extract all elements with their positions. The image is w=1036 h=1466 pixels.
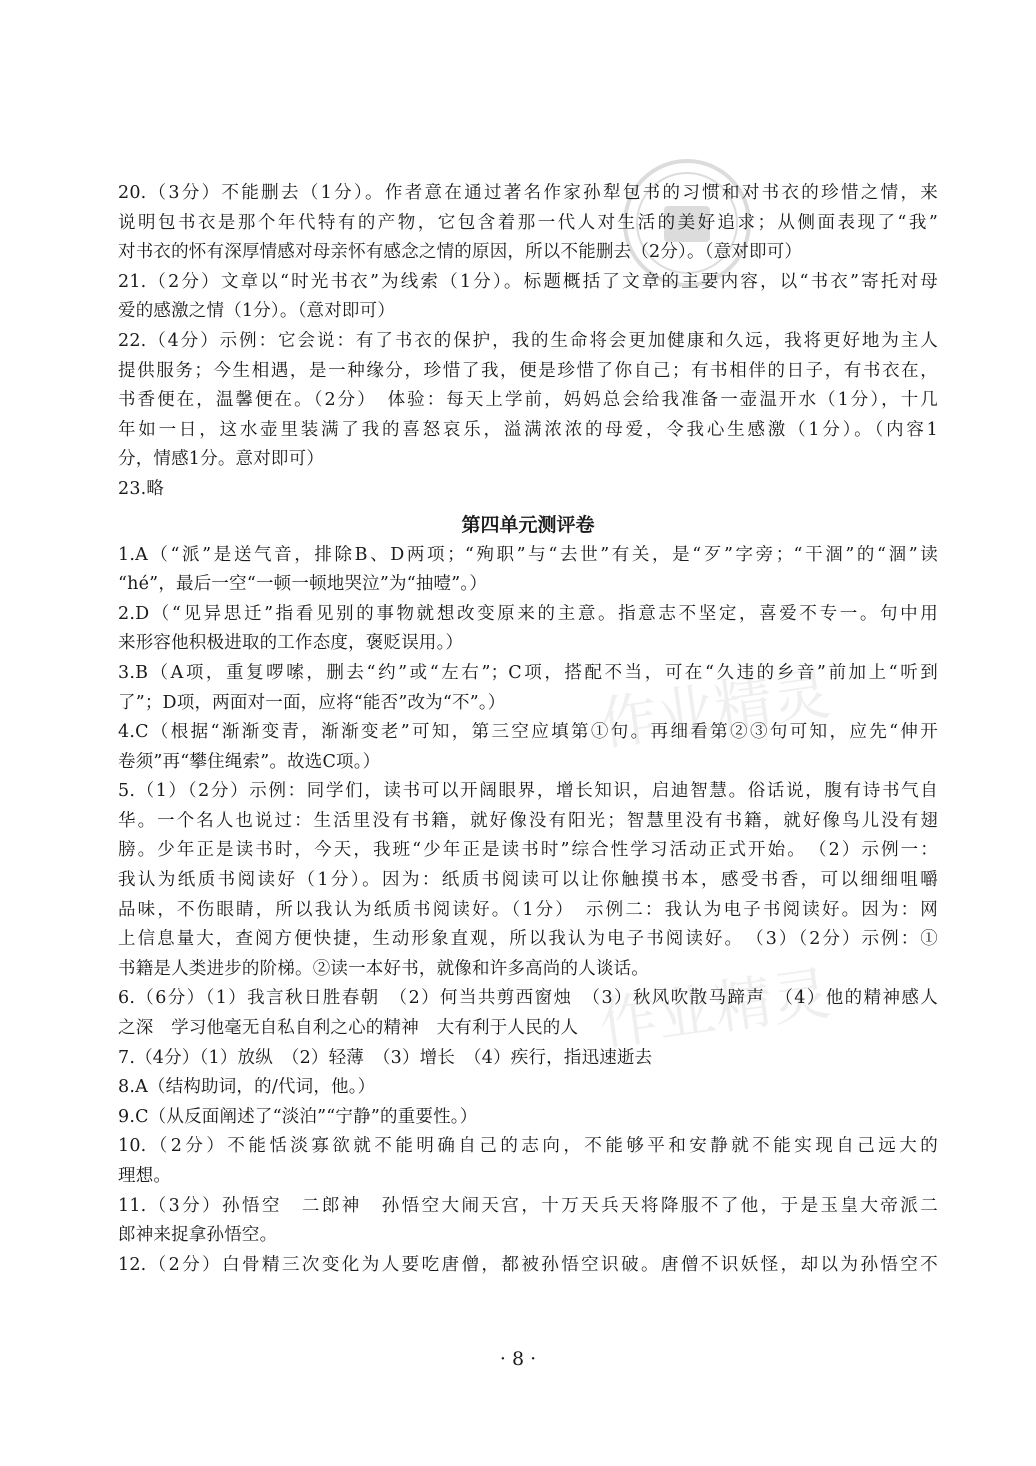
answer-line: 11.（3分）孙悟空 二郎神 孙悟空大闹天宫，十万天兵天将降服不了他，于是玉皇大帝派二 bbox=[118, 1195, 938, 1216]
answer-line: 理想。 bbox=[118, 1166, 172, 1186]
answer-line: 22.（4分）示例：它会说：有了书衣的保护，我的生命将会更加健康和久远，我将更好地为主人 bbox=[118, 330, 938, 351]
answer-line: 12.（2分）白骨精三次变化为人要吃唐僧，都被孙悟空识破。唐僧不识妖怪，却以为孙悟空不 bbox=[118, 1254, 938, 1275]
answer-line: 20.（3分）不能删去（1分）。作者意在通过著名作家孙犁包书的习惯和对书衣的珍惜之情，来 bbox=[118, 183, 938, 203]
answer-line: 6.（6分）（1）我言秋日胜春朝 （2）何当共剪西窗烛 （3）秋风吹散马蹄声 （4）他的精神感人 bbox=[118, 988, 938, 1009]
answer-line: “hé”，最后一空“一顿一顿地哭泣”为“抽噎”。） bbox=[118, 574, 488, 595]
answer-line: 21.（2分）文章以“时光书衣”为线索（1分）。标题概括了文章的主要内容，以“书衣”寄托对母 bbox=[118, 271, 938, 292]
answer-line: 我认为纸质书阅读好（1分）。因为：纸质书阅读可以让你触摸书本，感受书香，可以细细咀嚼 bbox=[118, 870, 938, 891]
answer-line: 9.C（从反面阐述了“淡泊”“宁静”的重要性。） bbox=[118, 1106, 478, 1127]
answer-page bbox=[118, 179, 938, 1280]
answer-line: 7.（4分）（1）放纵 （2）轻薄 （3）增长 （4）疾行，指迅速逝去 bbox=[118, 1047, 653, 1068]
answer-line: 对书衣的怀有深厚情感对母亲怀有感念之情的原因，所以不能删去（2分）。（意对即可） bbox=[118, 242, 803, 263]
watermark-lower: 作业精灵 bbox=[595, 959, 835, 1059]
answers-section-3 bbox=[118, 179, 938, 505]
answer-line: 膀。少年正是读书时，今天，我班“少年正是读书时”综合性学习活动正式开始。 （2）示例一： bbox=[118, 840, 938, 861]
answer-line: 了”；D项，两面对一面，应将“能否”改为“不”。） bbox=[118, 692, 506, 713]
answers-section-4 bbox=[118, 541, 938, 1281]
answer-line: 郎神来捉拿孙悟空。 bbox=[118, 1225, 278, 1246]
answer-line: 来形容他积极进取的工作态度，褒贬误用。） bbox=[118, 633, 464, 654]
answer-line: 10.（2分）不能恬淡寡欲就不能明确自己的志向，不能够平和安静就不能实现自己远大的 bbox=[118, 1136, 938, 1157]
answer-line: 之深 学习他毫无自私自利之心的精神 大有利于人民的人 bbox=[118, 1018, 579, 1039]
answer-line: 年如一日，这水壶里装满了我的喜怒哀乐，溢满浓浓的母爱，令我心生感激（1分）。（内容1 bbox=[118, 419, 938, 440]
watermark-upper: 作业精灵 bbox=[595, 659, 835, 759]
answer-line: 卷须”再“攀住绳索”。故选C项。） bbox=[118, 751, 381, 772]
answer-line: 书籍是人类进步的阶梯。②读一本好书，就像和许多高尚的人谈话。 bbox=[118, 958, 649, 979]
answer-line: 书香便在，温馨便在。（2分） 体验：每天上学前，妈妈总会给我准备一壶温开水（1分），十几 bbox=[118, 390, 938, 411]
answer-line: 23.略 bbox=[118, 478, 165, 499]
answer-line: 上信息量大，查阅方便快捷，生动形象直观，所以我认为电子书阅读好。 （3）（2分）示例：① bbox=[118, 929, 938, 950]
answer-line: 提供服务；今生相遇，是一种缘分，珍惜了我，便是珍惜了你自己；有书相伴的日子，有书衣在， bbox=[118, 360, 938, 381]
answer-line: 5.（1）（2分）示例：同学们，读书可以开阔眼界，增长知识，启迪智慧。俗话说，腹有诗书气自 bbox=[118, 781, 938, 802]
answer-line: 1.A（“派”是送气音，排除B、D两项；“殉职”与“去世”有关，是“歹”字旁；“干涸”的“涸”读 bbox=[118, 544, 938, 565]
answer-line: 说明包书衣是那个年代特有的产物，它包含着那一代人对生活的美好追求；从侧面表现了“我” bbox=[118, 212, 938, 233]
section-heading: 第四单元测评卷 bbox=[461, 513, 595, 536]
answer-line: 3.B（A项，重复啰嗦，删去“约”或“左右”；C项，搭配不当，可在“久违的乡音”前加上“听到 bbox=[118, 662, 938, 683]
answer-line: 2.D（“见异思迁”指看见别的事物就想改变原来的主意。指意志不坚定，喜爱不专一。句中用 bbox=[118, 603, 938, 624]
answer-line: 8.A（结构助词，的/代词，他。） bbox=[118, 1077, 376, 1098]
answer-line: 华。一个名人也说过：生活里没有书籍，就好像没有阳光；智慧里没有书籍，就好像鸟儿没有翅 bbox=[118, 810, 938, 831]
answer-line: 4.C（根据“渐渐变青，渐渐变老”可知，第三空应填第①句。再细看第②③句可知，应先“伸开 bbox=[118, 722, 938, 743]
answer-line: 爱的感激之情（1分）。（意对即可） bbox=[118, 301, 396, 322]
answer-line: 分，情感1分。意对即可） bbox=[118, 449, 325, 470]
answer-line: 品味，不伤眼睛，所以我认为纸质书阅读好。（1分） 示例二：我认为电子书阅读好。因为：网 bbox=[118, 899, 938, 920]
page-number: · 8 · bbox=[499, 1348, 537, 1370]
